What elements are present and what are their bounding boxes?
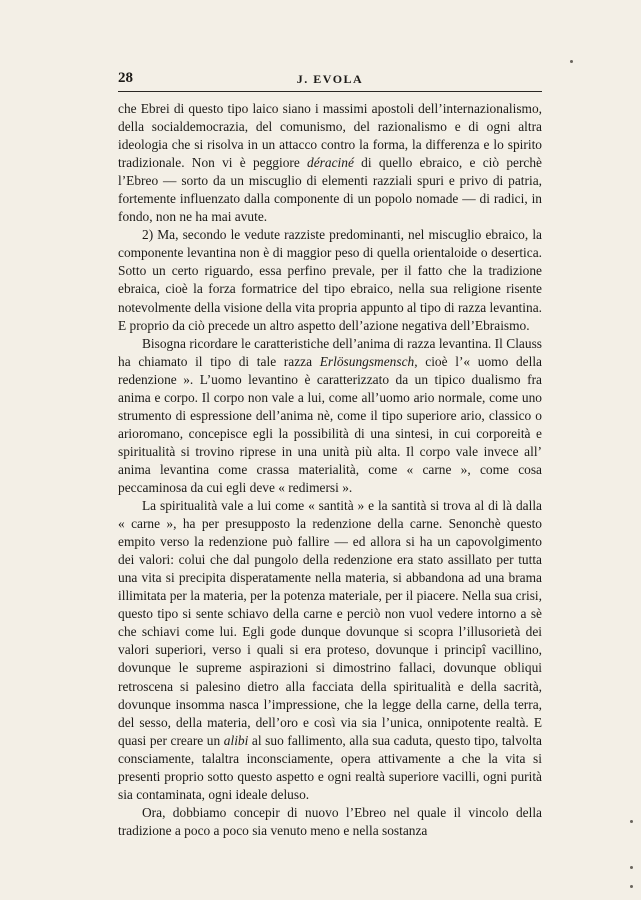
text-segment: al suo fallimento, alla sua caduta, questo tipo, talvolta consciamente, talaltra inconsciamente, opera attivamente a che la vita si presenti proprio sotto questo aspetto e ogni realtà superiore vacilli, ogni purità sia contaminata, ogni ideale deluso. <box>118 732 542 802</box>
body-text <box>118 100 542 840</box>
text-segment: Ora, dobbiamo concepir di nuovo l’Ebreo nel quale il vincolo della tradizione a poco a poco sia venuto meno e nella sostanza <box>118 804 542 838</box>
scan-speck <box>570 60 573 63</box>
paragraph-1 <box>118 100 542 226</box>
text-segment: La spiritualità vale a lui come « santità » e la santità si trova al di là dalla « carne », ha per presupposto la redenzione della carne. Senonchè questo empito verso la redenzione può fallire — ed allora si ha un capovolgimento dei valori: colui che dal pungolo della redenzione era stato assillato per tutta una vita si precipita disperatamente nella materia, si abbandona ad una brama illimitata per la materia, per la potenza materiale, per il piacere. Nella sua crisi, questo tipo si sente schiavo della carne e perciò non vuol vedere intorno a sè che schiavi come lui. Egli gode dunque dovunque si scopra l’illusorietà dei valori superiori, verso i quali si era proteso, dovunque i principî vacillino, dovunque le supreme aspirazioni si dimostrino fallaci, dovunque obliqui retroscena si palesino dietro alla facciata della spiritualità e della sacrità, dovunque insomma nasca l’impressione, che la legge della carne, della terra, del sesso, della materia, dell’oro e così via sia l’unica, onnipotente realtà. E quasi per creare un <box>118 498 542 748</box>
scan-speck <box>630 820 633 823</box>
text-segment: , cioè l’« uomo della redenzione ». L’uomo levantino è caratterizzato da un tipico dualismo fra anima e corpo. Il corpo non vale a lui, come all’uomo ario normale, come uno strumento di espressione dell’anima nè, come il tipo superiore ario, classico o arioromano, concepisce egli la possibilità di una sintesi, in cui corporeità e spiritualità si trovino riprese in una unità più alta. Il corpo vale invece all’ anima levantina come crassa materialità, come « carne », come cosa peccaminosa da cui egli deve « redimersi ». <box>118 353 542 495</box>
italic-term: Erlösungsmensch <box>319 353 415 369</box>
italic-term: alibi <box>223 732 249 748</box>
text-segment: di quello ebraico, e ciò perchè l’Ebreo — sorto da un miscuglio di elementi razziali spuri e privo di patria, fortemente influenzato dalla componente di un popolo nomade — di radici, in fondo, non ne ha mai avute. <box>118 155 542 225</box>
paragraph-2 <box>118 226 542 334</box>
italic-term: déraciné <box>307 155 354 171</box>
text-segment: 2) Ma, secondo le vedute razziste predominanti, nel miscuglio ebraico, la componente levantina non è di maggior peso di quella orientaloide o desertica. Sotto un certo riguardo, essa perfino prevale, per il fatto che la tradizione ebraica, cioè la forza formatrice del tipo ebraico, nella sua religione risente notevolmente della visione della vita propria appunto al tipo di razza levantina. E proprio da ciò precede un altro aspetto dell’azione negativa dell’Ebraismo. <box>118 227 542 333</box>
text-segment: che Ebrei di questo tipo laico siano i massimi apostoli dell’internazionalismo, della socialdemocrazia, del comunismo, del razionalismo e di ogni altra ideologia che si risolva in un attacco contro la forma, la differenza e lo spirito tradizionale. Non vi è peggiore <box>118 101 542 171</box>
scan-speck <box>630 885 633 888</box>
scan-speck <box>630 866 633 869</box>
paragraph-5 <box>118 804 542 840</box>
page-header <box>118 70 542 92</box>
text-segment: Bisogna ricordare le caratteristiche dell’anima di razza levantina. Il Clauss ha chiamato il tipo di tale razza <box>118 335 542 369</box>
running-head: J. EVOLA <box>296 72 364 86</box>
page-number: 28 <box>118 70 133 86</box>
paragraph-4 <box>118 497 542 804</box>
header-rule <box>118 91 542 92</box>
paragraph-3 <box>118 335 542 497</box>
